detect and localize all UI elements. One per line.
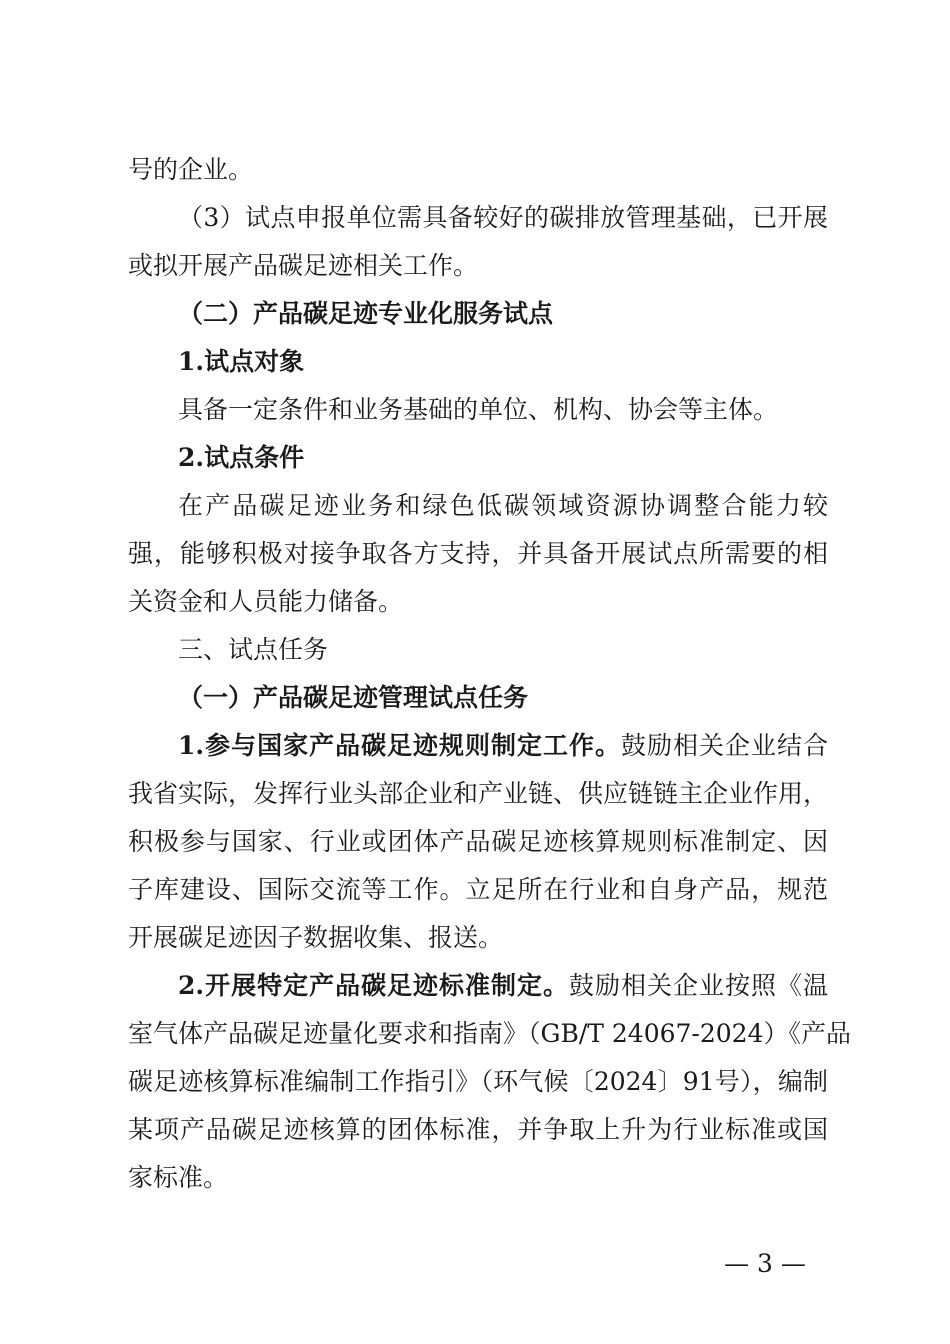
task-1-text: 鼓励相关企业结合 bbox=[621, 731, 828, 760]
text-line: 或拟开展产品碳足迹相关工作。 bbox=[128, 251, 479, 280]
page-number: — 3 — bbox=[724, 1249, 806, 1278]
task-2-text: 鼓励相关企业按照《温 bbox=[569, 971, 828, 1000]
text-line: 子库建设、国际交流等工作。立足所在行业和自身产品，规范 bbox=[128, 875, 828, 904]
text-line: 强，能够积极对接争取各方支持，并具备开展试点所需要的相 bbox=[128, 539, 828, 568]
text-line: 关资金和人员能力储备。 bbox=[128, 587, 404, 616]
task-1-line bbox=[178, 729, 828, 763]
section-heading: （二）产品碳足迹专业化服务试点 bbox=[178, 299, 554, 328]
chapter-heading: 三、试点任务 bbox=[178, 635, 329, 664]
text-line: 室气体产品碳足迹量化要求和指南》（GB/T 24067-2024）《产品 bbox=[128, 1019, 851, 1048]
subsection-heading: 1.试点对象 bbox=[178, 347, 305, 376]
section-heading: （一）产品碳足迹管理试点任务 bbox=[178, 683, 529, 712]
task-2-line bbox=[178, 969, 828, 1003]
subsection-heading: 2.试点条件 bbox=[178, 443, 305, 472]
text-line: 某项产品碳足迹核算的团体标准，并争取上升为行业标准或国 bbox=[128, 1115, 828, 1144]
text-line: 号的企业。 bbox=[128, 155, 254, 184]
task-2-heading: 2.开展特定产品碳足迹标准制定。 bbox=[178, 971, 570, 1000]
text-line: 在产品碳足迹业务和绿色低碳领域资源协调整合能力较 bbox=[178, 491, 828, 520]
text-line: （3）试点申报单位需具备较好的碳排放管理基础，已开展 bbox=[178, 203, 828, 232]
text-line: 家标准。 bbox=[128, 1163, 229, 1192]
text-line: 开展碳足迹因子数据收集、报送。 bbox=[128, 923, 504, 952]
task-1-heading: 1.参与国家产品碳足迹规则制定工作。 bbox=[178, 731, 622, 760]
text-line: 我省实际，发挥行业头部企业和产业链、供应链链主企业作用， bbox=[128, 779, 829, 808]
text-line: 积极参与国家、行业或团体产品碳足迹核算规则标准制定、因 bbox=[128, 827, 828, 856]
text-line: 碳足迹核算标准编制工作指引》（环气候〔2024〕91号），编制 bbox=[128, 1067, 828, 1096]
text-line: 具备一定条件和业务基础的单位、机构、协会等主体。 bbox=[178, 395, 779, 424]
